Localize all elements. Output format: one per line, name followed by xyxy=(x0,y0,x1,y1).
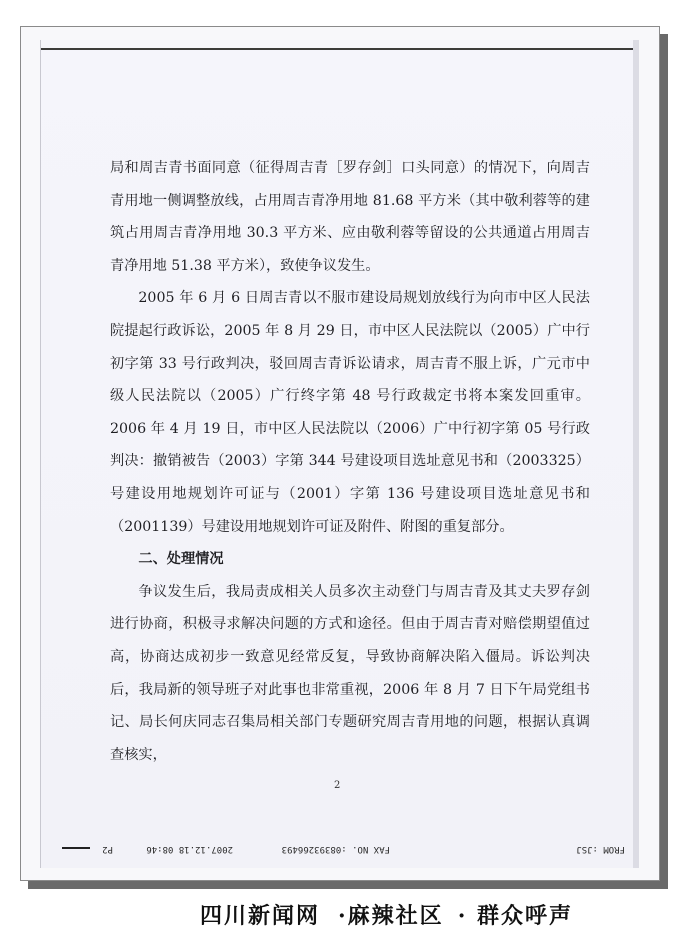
fax-datetime: 2007.12.18 08:46 xyxy=(146,844,233,854)
footer-site: 四川新闻网 xyxy=(200,902,321,929)
fax-page: P2 xyxy=(102,844,113,854)
watermark-footer xyxy=(200,896,573,932)
scan-top-edge xyxy=(41,48,639,50)
paragraph-litigation: 2005 年 6 月 6 日周吉青以不服市建设局规划放线行为向市中区人民法院提起行政诉讼，2005 年 8 月 29 日，市中区人民法院以（2005）广中行初字第 33 号行政判决，驳回周吉青诉讼请求，周吉青不服上诉，广元市中级人民法院以（2005）广行终字第 48 号行政裁定书将本案发回重审。2006 年 4 月 19 日，市中区人民法院以（2006）广中行初字第 05 号行政判决：撤销被告（2003）字第 344 号建设项目选址意见书和（2003325）号建设用地规划许可证与（2001）字第 136 号建设项目选址意见书和（2001139）号建设用地规划许可证及附件、附图的重复部分。 xyxy=(110,290,590,535)
footer-column: · 群众呼声 xyxy=(457,902,574,929)
scan-right-edge xyxy=(633,40,639,868)
section-heading-handling: 二、处理情况 xyxy=(138,551,224,568)
paragraph-handling: 争议发生后，我局责成相关人员多次主动登门与周吉青及其丈夫罗存剑进行协商，积极寻求解决问题的方式和途径。但由于周吉青对赔偿期望值过高，协商达成初步一致意见经常反复，导致协商解决陷入僵局。诉讼判决后，我局新的领导班子对此事也非常重视，2006 年 8 月 7 日下午局党组书记、局长何庆同志召集局相关部门专题研究周吉青用地的问题，根据认真调查核实， xyxy=(110,583,590,763)
fax-number: FAX NO. :08393266493 xyxy=(281,844,390,854)
page-number: 2 xyxy=(334,780,341,791)
document-body xyxy=(110,152,590,771)
fax-from: FROM :JSJ xyxy=(576,844,625,854)
footer-section: ·麻辣社区 xyxy=(338,902,444,929)
fax-header-line xyxy=(60,838,625,858)
paragraph-continuation: 局和周吉青书面同意（征得周吉青［罗存剑］口头同意）的情况下，向周吉青用地一侧调整放线，占用周吉青净用地 81.68 平方米（其中敬利蓉等的建筑占用周吉青净用地 30.3 平方米、应由敬利蓉等留设的公共通道占用周吉青净用地 51.38 平方米），致使争议发生。 xyxy=(110,160,590,274)
